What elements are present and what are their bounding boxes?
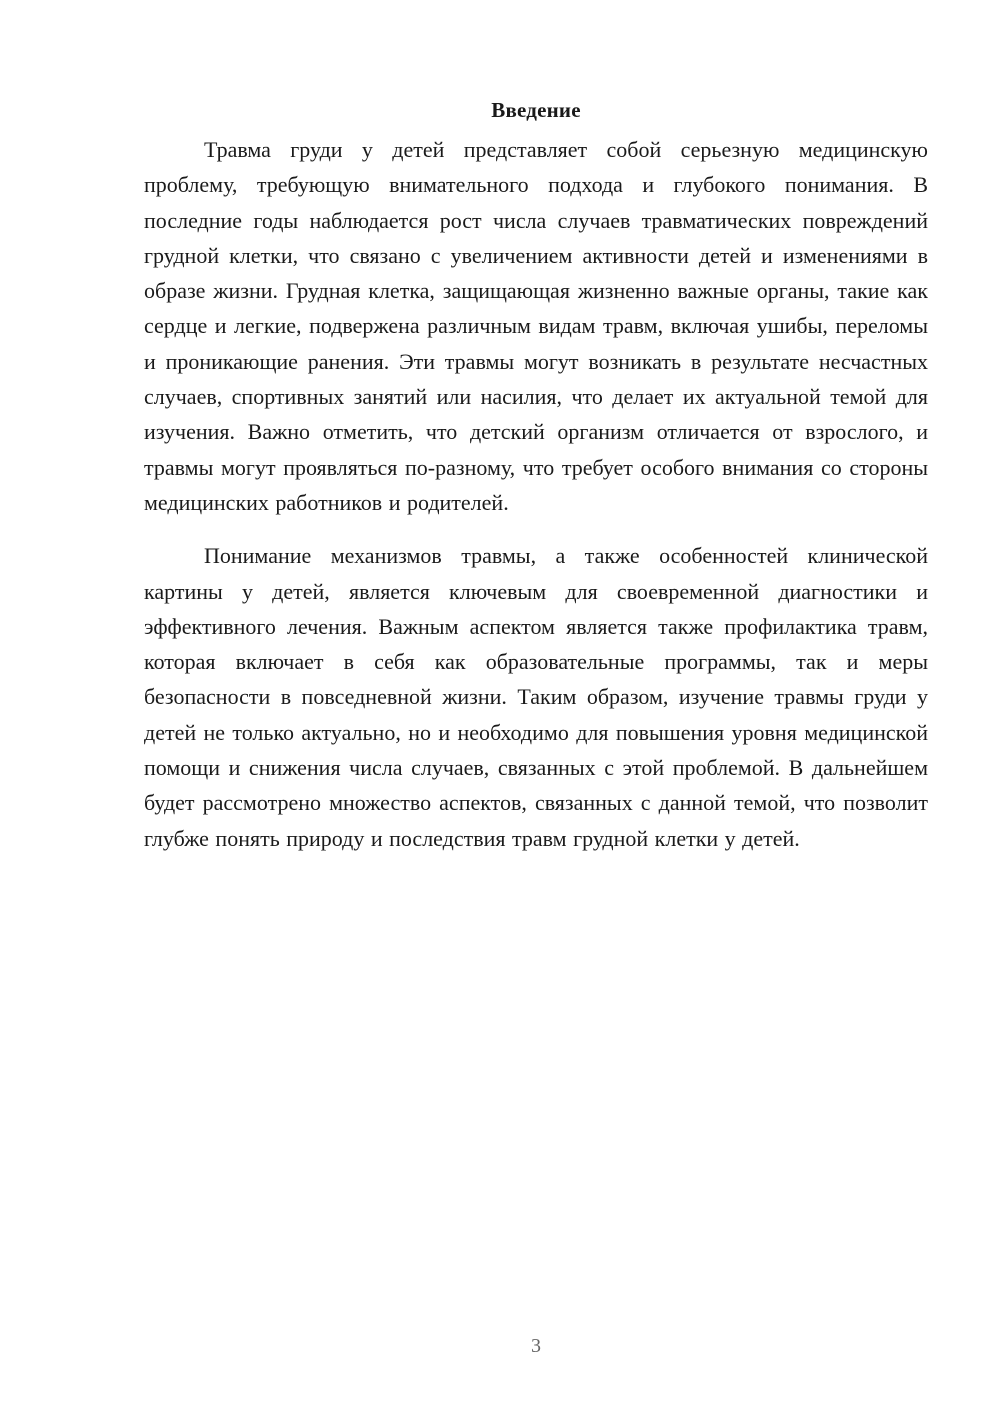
page-content (144, 92, 928, 856)
paragraph-2: Понимание механизмов травмы, а также особенностей клинической картины у детей, является ключевым для своевременной диагностики и эффективного лечения. Важным аспектом является также профилактика травм, которая включает в себя как образовательные программы, так и меры безопасности в повседневной жизни. Таким образом, изучение травмы груди у детей не только актуально, но и необходимо для повышения уровня медицинской помощи и снижения числа случаев, связанных с этой проблемой. В дальнейшем будет рассмотрено множество аспектов, связанных с данной темой, что позволит глубже понять природу и последствия травм грудной клетки у детей. (144, 543, 928, 851)
paragraph-1: Травма груди у детей представляет собой серьезную медицинскую проблему, требующую внимательного подхода и глубокого понимания. В последние годы наблюдается рост числа случаев травматических повреждений грудной клетки, что связано с увеличением активности детей и изменениями в образе жизни. Грудная клетка, защищающая жизненно важные органы, такие как сердце и легкие, подвержена различным видам травм, включая ушибы, переломы и проникающие ранения. Эти травмы могут возникать в результате несчастных случаев, спортивных занятий или насилия, что делает их актуальной темой для изучения. Важно отметить, что детский организм отличается от взрослого, и травмы могут проявляться по-разному, что требует особого внимания со стороны медицинских работников и родителей. (144, 137, 928, 515)
page-number: 3 (531, 1335, 541, 1357)
section-title: Введение (491, 98, 581, 122)
